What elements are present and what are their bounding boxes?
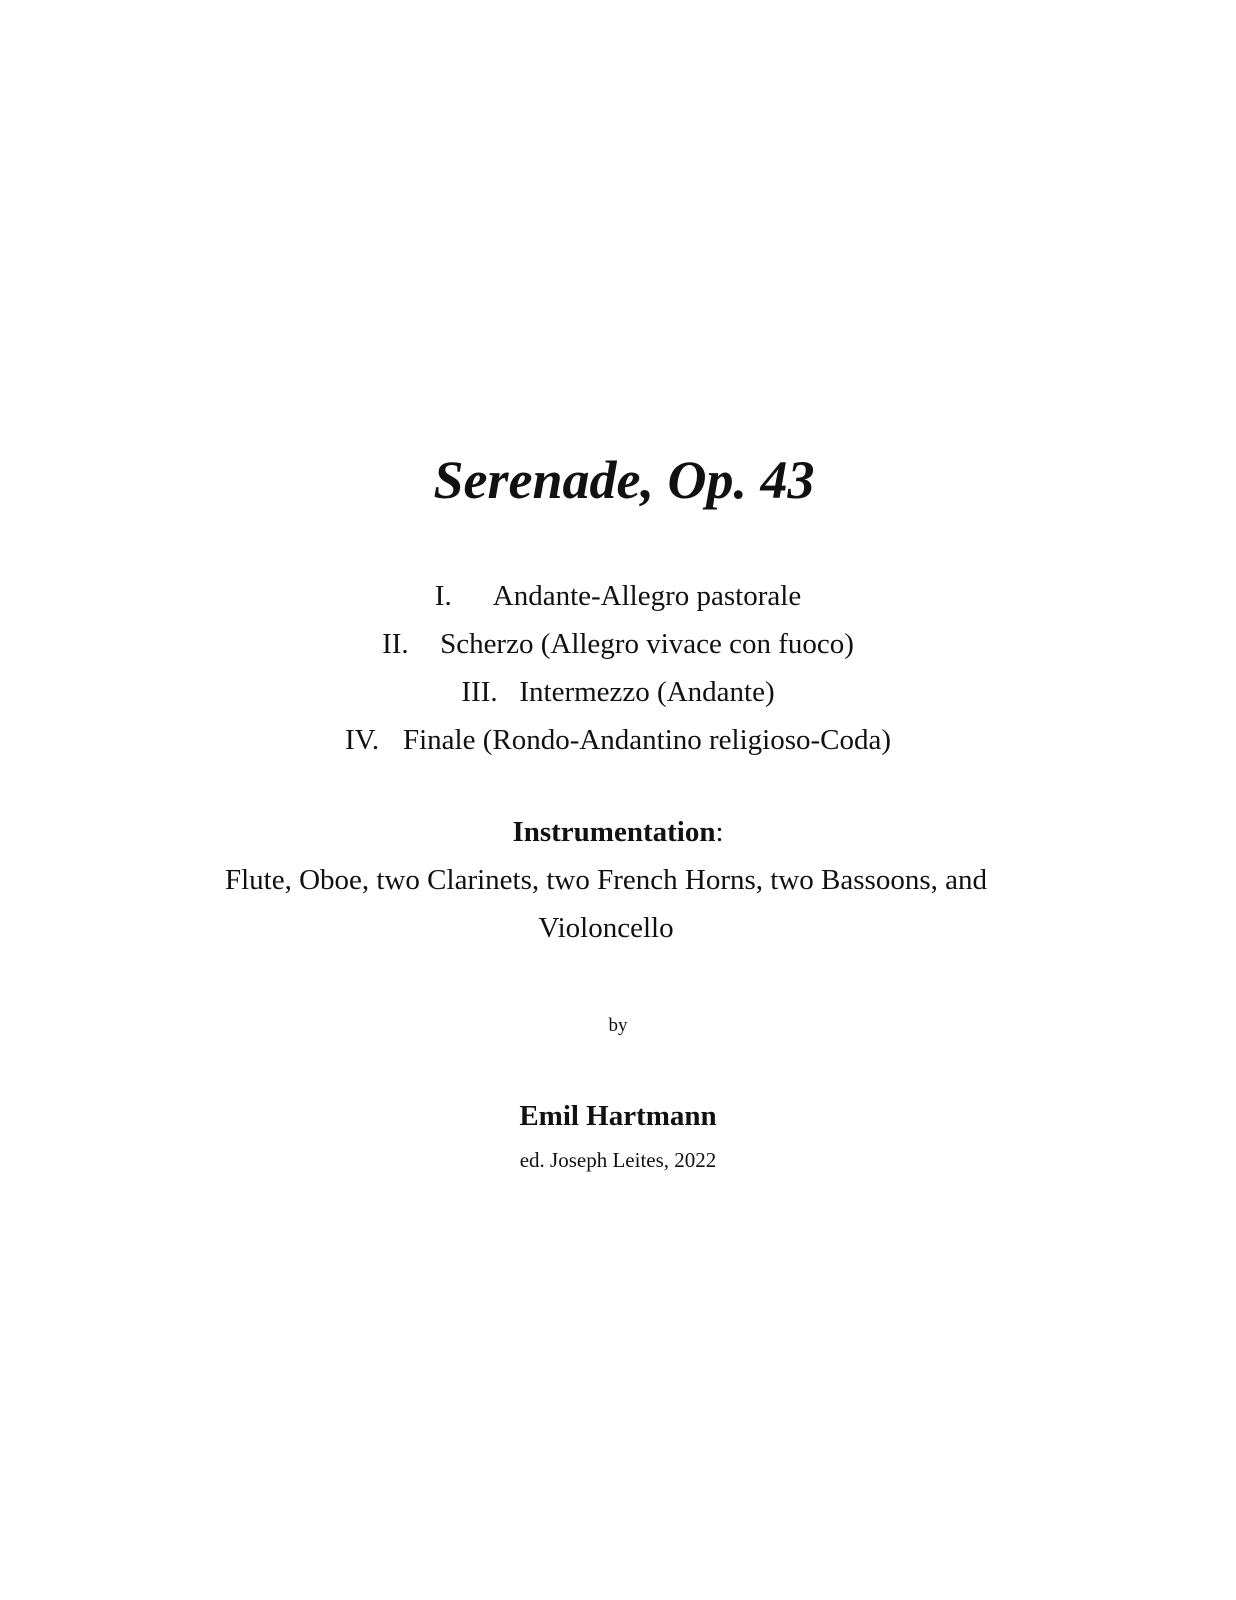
- movement-name: Intermezzo (Andante): [519, 676, 775, 708]
- instrumentation-text: Flute, Oboe, two Clarinets, two French Horns, two Bassoons, and Violoncello: [225, 864, 987, 944]
- movement-item: [0, 716, 1236, 764]
- instrumentation-heading: [0, 810, 1236, 854]
- movement-list: [0, 572, 1236, 764]
- movement-item: [0, 620, 1236, 668]
- instrumentation-colon: :: [715, 816, 724, 848]
- movement-name: Finale (Rondo-Andantino religioso-Coda): [402, 724, 892, 756]
- movement-item: [0, 572, 1236, 620]
- movement-item: [0, 668, 1236, 716]
- editor-credit: ed. Joseph Leites, 2022: [519, 1148, 717, 1172]
- movement-name: Andante-Allegro pastorale: [492, 580, 802, 612]
- movement-numeral: III.: [461, 676, 498, 708]
- by-line: by: [608, 1015, 628, 1036]
- instrumentation-label: Instrumentation: [512, 816, 716, 848]
- movement-numeral: IV.: [344, 724, 380, 756]
- movement-name: Scherzo (Allegro vivace con fuoco): [440, 628, 854, 660]
- movement-numeral: I.: [434, 580, 452, 612]
- page-title: Serenade, Op. 43: [433, 450, 815, 510]
- movement-numeral: II.: [382, 628, 409, 660]
- composer-name: Emil Hartmann: [519, 1100, 717, 1132]
